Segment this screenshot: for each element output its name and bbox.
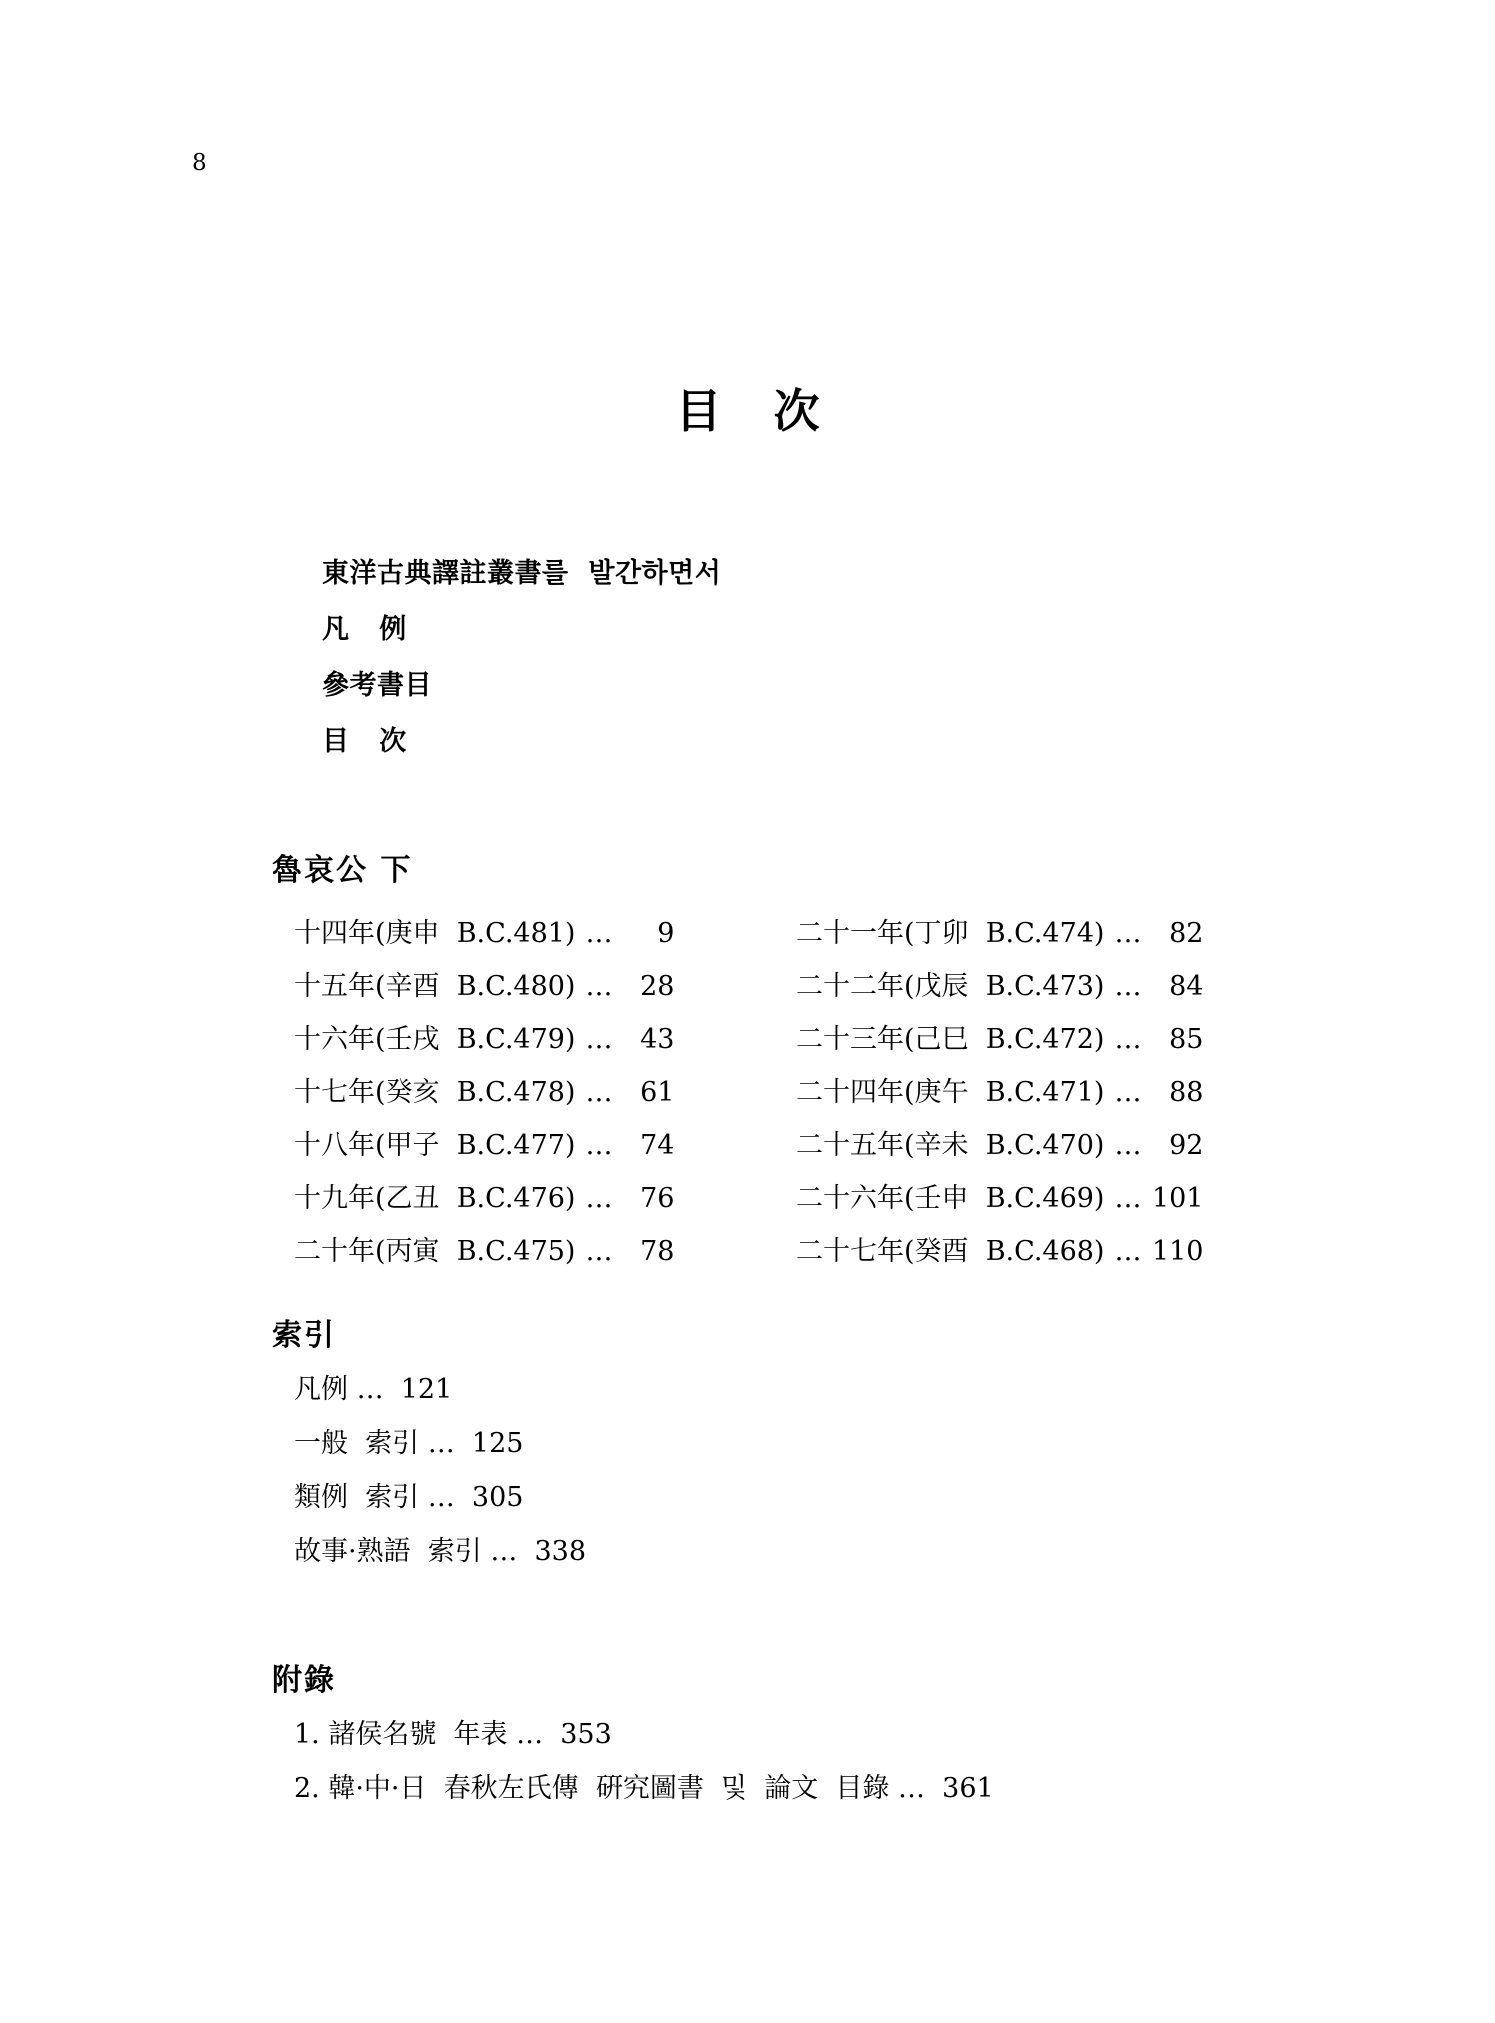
section-heading-index: 索引 xyxy=(272,1318,336,1353)
toc-entry xyxy=(774,911,1266,950)
index-entry: 類例 索引 … 305 xyxy=(294,1482,524,1513)
toc-entry-label: 十九年(乙丑 B.C.476) xyxy=(294,1183,576,1214)
index-entry: 故事·熟語 索引 … 338 xyxy=(294,1536,587,1567)
toc-leader-dots: … xyxy=(585,918,613,949)
toc-row xyxy=(272,964,1292,1017)
toc-entry-page: 82 xyxy=(1169,918,1204,949)
toc-entry-page: 74 xyxy=(640,1130,675,1161)
toc-entry xyxy=(272,911,774,950)
toc-entry-label: 十七年(癸亥 B.C.478) xyxy=(294,1077,576,1108)
toc-leader-dots: … xyxy=(585,1077,613,1108)
toc-entry xyxy=(774,1017,1266,1056)
toc-entry-page: 43 xyxy=(640,1024,675,1055)
toc-row xyxy=(272,1123,1292,1176)
toc-entry-page: 101 xyxy=(1151,1183,1204,1214)
toc-entry xyxy=(272,1176,774,1215)
front-matter-item: 凡 例 xyxy=(322,614,407,645)
toc-leader-dots: … xyxy=(585,1024,613,1055)
year-entry-grid xyxy=(272,911,1292,1282)
toc-entry-label: 十四年(庚申 B.C.481) xyxy=(294,918,576,949)
toc-entry xyxy=(774,1123,1266,1162)
toc-row xyxy=(272,1017,1292,1070)
toc-entry xyxy=(272,1017,774,1056)
toc-entry-label: 二十七年(癸酉 B.C.468) xyxy=(796,1236,1105,1267)
toc-entry-page: 110 xyxy=(1151,1236,1204,1267)
toc-entry-label: 十六年(壬戌 B.C.479) xyxy=(294,1024,576,1055)
toc-entry-label: 二十五年(辛未 B.C.470) xyxy=(796,1130,1105,1161)
front-matter-list xyxy=(322,560,1222,784)
toc-leader-dots: … xyxy=(1114,1130,1142,1161)
toc-leader-dots: … xyxy=(1114,1024,1142,1055)
index-entry: 一般 索引 … 125 xyxy=(294,1428,524,1459)
toc-leader-dots: … xyxy=(1114,918,1142,949)
toc-leader-dots: … xyxy=(585,1130,613,1161)
toc-leader-dots: … xyxy=(585,1183,613,1214)
toc-row xyxy=(272,1070,1292,1123)
toc-entry xyxy=(272,1123,774,1162)
index-entry: 凡例 … 121 xyxy=(294,1374,453,1405)
page-number: 8 xyxy=(192,150,208,176)
toc-entry-page: 61 xyxy=(640,1077,675,1108)
toc-entry-page: 28 xyxy=(640,971,675,1002)
toc-entry-label: 二十年(丙寅 B.C.475) xyxy=(294,1236,576,1267)
toc-entry-label: 二十二年(戊辰 B.C.473) xyxy=(796,971,1105,1002)
toc-entry-page: 84 xyxy=(1169,971,1204,1002)
front-matter-item: 目 次 xyxy=(322,726,407,757)
toc-row xyxy=(272,1229,1292,1282)
toc-entry xyxy=(774,1229,1266,1268)
toc-leader-dots: … xyxy=(585,971,613,1002)
toc-entry-label: 二十六年(壬申 B.C.469) xyxy=(796,1183,1105,1214)
toc-leader-dots: … xyxy=(1114,1077,1142,1108)
toc-entry-page: 9 xyxy=(657,918,675,949)
toc-row xyxy=(272,1176,1292,1229)
toc-leader-dots: … xyxy=(585,1236,613,1267)
appendix-entry: 2. 韓·中·日 春秋左氏傳 硏究圖書 및 論文 目錄 … 361 xyxy=(294,1773,994,1804)
toc-leader-dots: … xyxy=(1114,1236,1142,1267)
front-matter-item: 東洋古典譯註叢書를 발간하면서 xyxy=(322,558,722,589)
toc-leader-dots: … xyxy=(1114,971,1142,1002)
toc-entry xyxy=(272,1229,774,1268)
toc-entry-page: 78 xyxy=(640,1236,675,1267)
toc-row xyxy=(272,911,1292,964)
toc-entry-label: 二十一年(丁卯 B.C.474) xyxy=(796,918,1105,949)
toc-leader-dots: … xyxy=(1114,1183,1142,1214)
page-title: 目 次 xyxy=(675,384,838,438)
toc-entry-page: 85 xyxy=(1169,1024,1204,1055)
toc-entry-label: 二十四年(庚午 B.C.471) xyxy=(796,1077,1105,1108)
toc-entry xyxy=(272,964,774,1003)
toc-entry xyxy=(774,964,1266,1003)
section-heading-appendix: 附錄 xyxy=(272,1663,336,1698)
chapter-section-years xyxy=(272,845,1292,1282)
toc-entry-label: 十八年(甲子 B.C.477) xyxy=(294,1130,576,1161)
toc-entry-page: 92 xyxy=(1169,1130,1204,1161)
toc-entry xyxy=(774,1070,1266,1109)
toc-entry xyxy=(272,1070,774,1109)
toc-entry-label: 十五年(辛酉 B.C.480) xyxy=(294,971,576,1002)
front-matter-item: 參考書目 xyxy=(322,670,432,701)
toc-entry xyxy=(774,1176,1266,1215)
section-heading-years: 魯哀公 下 xyxy=(272,853,413,888)
toc-entry-page: 76 xyxy=(640,1183,675,1214)
index-section xyxy=(272,1310,1172,1592)
appendix-entry: 1. 諸侯名號 年表 … 353 xyxy=(294,1719,612,1750)
toc-entry-page: 88 xyxy=(1169,1077,1204,1108)
appendix-section xyxy=(272,1655,1372,1829)
toc-entry-label: 二十三年(己巳 B.C.472) xyxy=(796,1024,1105,1055)
